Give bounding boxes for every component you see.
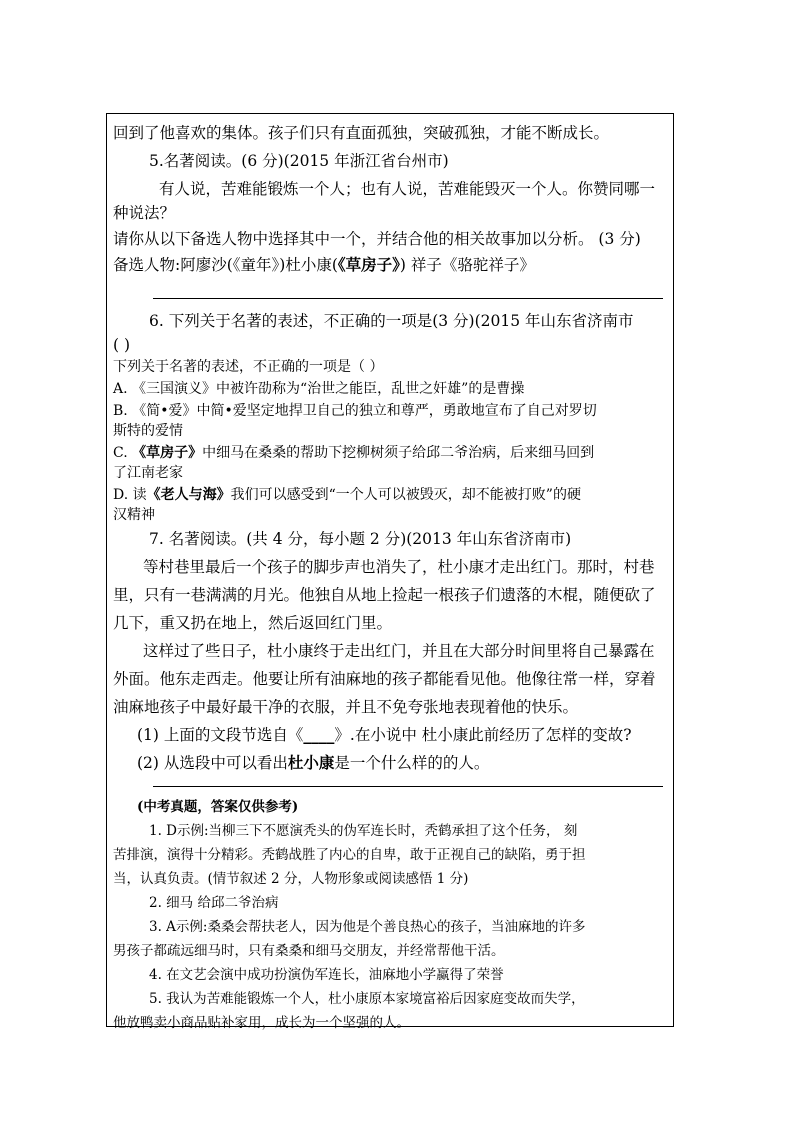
q6-option-c-bold: 《草房子》: [132, 445, 203, 461]
q6-option-b-line2: 斯特的爱情: [113, 423, 183, 439]
q7-sub2-bold: 杜小康: [287, 753, 335, 772]
q6-option-a: A. 《三国演义》中被许劭称为“治世之能臣，乱世之奸雄”的是曹操: [113, 381, 525, 397]
worksheet-frame: [106, 113, 674, 1031]
answers-heading: (中考真题，答案仅供参考): [137, 799, 299, 815]
answer-5-line2: 他放鸭卖小商品贴补家用，成长为一个坚强的人。: [113, 1015, 410, 1031]
q7-passage-p2-line3: 油麻地孩子中最好最干净的衣服，并且不免夸张地表现着他的快乐。: [113, 698, 579, 716]
answer-3-line2: 男孩子都疏远细马时，只有桑桑和细马交朋友，并经常帮他干活。: [113, 943, 505, 959]
q5-candidates-bold: 《草房子》: [337, 255, 400, 274]
q7-sub2-post: 是一个什么样的的人。: [334, 754, 490, 772]
q5-title: 5.名著阅读。(6 分)(2015 年浙江省台州市): [149, 152, 449, 170]
q5-stem-line1: 有人说，苦难能锻炼一个人；也有人说，苦难能毁灭一个人。你赞同哪一: [159, 180, 656, 198]
q6-option-c-post: 中细马在桑桑的帮助下挖柳树须子给邱二爷治病，后来细马回到: [202, 445, 595, 461]
answer-5-line1: 5. 我认为苦难能锻炼一个人，杜小康原本家境富裕后因家庭变故而失学，: [149, 991, 585, 1007]
q7-subquestion-2: [137, 752, 489, 774]
q6-option-c-line1: [113, 442, 594, 464]
q7-subquestion-1: [137, 724, 632, 746]
q7-passage-p2-line2: 外面。他东走西走。他要让所有油麻地的孩子都能看见他。他像往常一样，穿着: [113, 670, 656, 688]
q6-option-d-prefix: D. 读: [113, 487, 147, 503]
answer-1-line1: 1. D示例:当柳三下不愿演秃头的伪军连长时，秃鹤承担了这个任务， 刻: [149, 823, 578, 839]
answer-2: 2. 细马 给邱二爷治病: [149, 895, 279, 911]
q6-option-d-post: 我们可以感受到“一个人可以被毁灭，却不能被打败”的硬: [230, 487, 581, 503]
answer-line-q5: [153, 298, 663, 299]
answer-4: 4. 在文艺会演中成功扮演伪军连长，油麻地小学赢得了荣誉: [149, 967, 504, 983]
q5-candidates-prefix: 备选人物:阿廖沙(《童年》)杜小康(: [113, 256, 338, 274]
q6-option-d-line1: [113, 484, 581, 506]
q6-repeat: 下列关于名著的表述，不正确的一项是（ ）: [113, 359, 384, 375]
q7-sub1-prefix: (1) 上面的文段节选自《: [137, 726, 304, 744]
q6-option-c-line2: 了江南老家: [113, 465, 183, 481]
q7-passage-p1-line3: 几下，重又扔在地上，然后返回红门里。: [113, 614, 393, 632]
q6-option-d-line2: 汉精神: [113, 507, 155, 523]
q7-passage-p1-line1: 等村巷里最后一个孩子的脚步声也消失了，杜小康才走出红门。那时，村巷: [143, 558, 655, 576]
q7-sub2-prefix: (2) 从选段中可以看出: [137, 754, 288, 772]
q6-paren: ( ): [113, 336, 131, 354]
q5-stem-line2: 种说法？: [113, 204, 176, 222]
q6-option-b-line1: B. 《简•爱》中简•爱坚定地捍卫自己的独立和尊严，勇敢地宣布了自己对罗切: [113, 403, 597, 419]
answer-3-line1: 3. A示例:桑桑会帮扶老人，因为他是个善良热心的孩子，当油麻地的许多: [149, 919, 586, 935]
q5-instruction: 请你从以下备选人物中选择其中一个，并结合他的相关故事加以分析。 (3 分): [113, 230, 641, 248]
q6-title: 6. 下列关于名著的表述，不正确的一项是(3 分)(2015 年山东省济南市: [149, 312, 634, 330]
answer-line-q7: [153, 786, 663, 787]
q7-passage-p1-line2: 里，只有一巷满满的月光。他独自从地上捡起一根孩子们遗落的木棍，随便砍了: [113, 586, 656, 604]
answer-1-line2: 苦排演，演得十分精彩。秃鹤战胜了内心的自卑，敢于正视自己的缺陷，勇于担: [113, 847, 586, 863]
q7-sub1-blank[interactable]: ____: [303, 725, 335, 744]
q7-title: 7. 名著阅读。(共 4 分，每小题 2 分)(2013 年山东省济南市): [149, 530, 572, 548]
q5-candidates-suffix: ) 祥子《骆驼祥子》: [399, 256, 535, 274]
q7-passage-p2-line1: 这样过了些日子，杜小康终于走出红门，并且在大部分时间里将自己暴露在: [143, 642, 655, 660]
q7-sub1-post: 》.在小说中 杜小康此前经历了怎样的变故?: [334, 726, 632, 744]
q5-candidates: [113, 254, 535, 276]
answer-1-line3: 当，认真负责。(情节叙述 2 分，人物形象或阅读感悟 1 分): [113, 871, 469, 887]
q6-option-c-prefix: C.: [113, 445, 133, 461]
q6-option-d-bold: 《老人与海》: [146, 487, 231, 503]
q4-ending-text: 回到了他喜欢的集体。孩子们只有直面孤独，突破孤独，才能不断成长。: [113, 124, 610, 142]
